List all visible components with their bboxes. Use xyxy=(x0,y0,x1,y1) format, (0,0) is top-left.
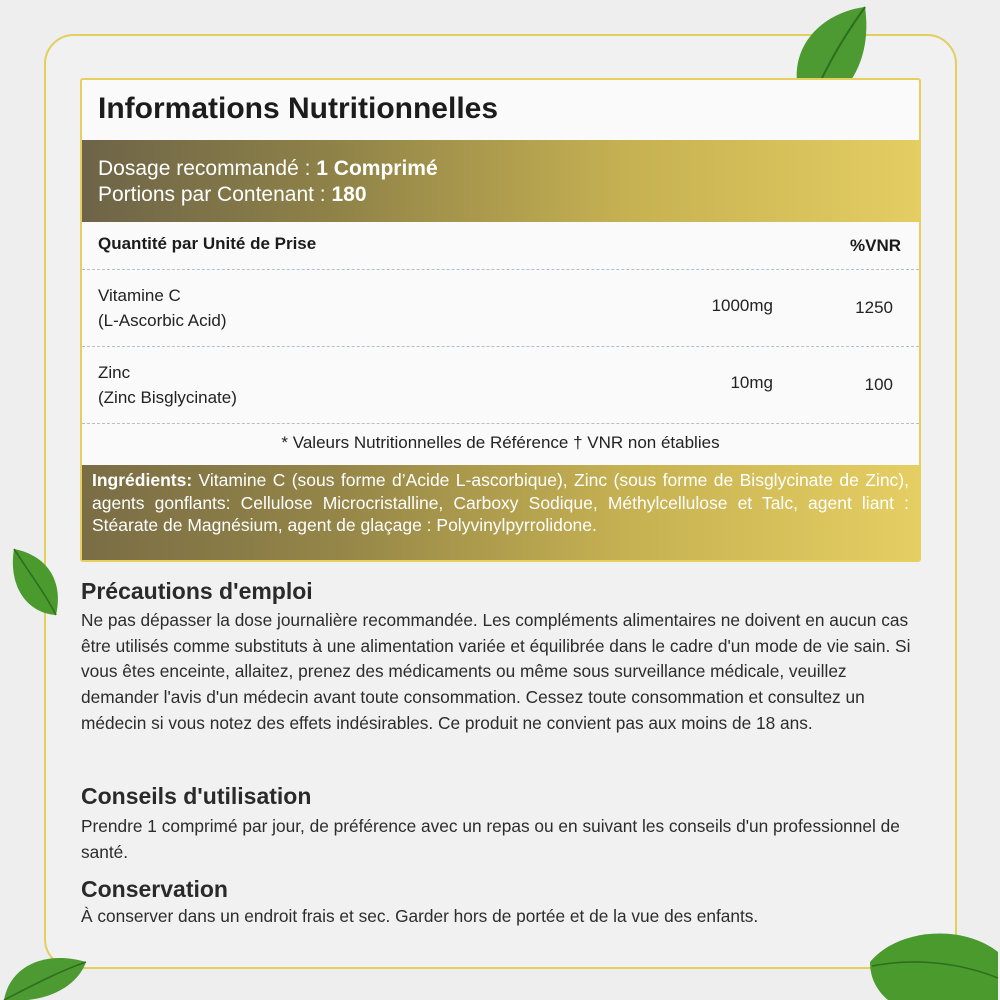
conseils-title: Conseils d'utilisation xyxy=(81,783,312,809)
nutrient-form: (L-Ascorbic Acid) xyxy=(98,311,227,330)
nutrient-form: (Zinc Bisglycinate) xyxy=(98,388,237,407)
nutrition-panel xyxy=(80,78,921,562)
ingredients-label: Ingrédients: xyxy=(92,470,193,490)
table-row xyxy=(82,270,919,347)
nutrient-amount: 1000mg xyxy=(711,296,773,315)
column-header-vnr: %VNR xyxy=(849,236,901,255)
leaf-icon xyxy=(6,545,66,620)
nutrient-vnr: 100 xyxy=(864,375,893,394)
nutrient-label: Zinc xyxy=(98,363,131,382)
dosage-label: Dosage recommandé : xyxy=(98,157,317,180)
portions-value: 180 xyxy=(331,183,367,206)
ingredients-text: Vitamine C (sous forme d’Acide L-ascorbique), Zinc (sous forme de Bisglycinate de Zinc), agents gonflants: Cellulose Microcristalline, Carboxy Sodique, Méthylcellulose et Talc, agent liant : Stéarate de Magnésium, agent de glaçage : Polyvinylpyrrolidone. xyxy=(92,470,909,535)
nutrient-name xyxy=(98,360,237,410)
portions-line xyxy=(98,182,903,208)
nutrient-label: Vitamine C xyxy=(98,286,181,305)
nutrient-name xyxy=(98,283,226,333)
column-header-quantity: Quantité par Unité de Prise xyxy=(98,234,317,253)
table-row xyxy=(82,347,919,424)
footnote: * Valeurs Nutritionnelles de Référence † VNR non établies xyxy=(281,433,720,452)
table-header xyxy=(82,222,919,270)
leaf-icon xyxy=(868,922,1000,1000)
dosage-line xyxy=(98,156,903,182)
conseils-text: Prendre 1 comprimé par jour, de préférence avec un repas ou en suivant les conseils d'un professionnel de santé. xyxy=(81,816,900,862)
nutrient-vnr: 1250 xyxy=(855,298,893,317)
nutrient-amount: 10mg xyxy=(730,373,773,392)
conservation-title: Conservation xyxy=(81,876,228,902)
conservation-text: À conserver dans un endroit frais et sec. Garder hors de portée et de la vue des enfants. xyxy=(81,906,759,926)
precautions-title: Précautions d'emploi xyxy=(81,578,313,604)
precautions-text: Ne pas dépasser la dose journalière recommandée. Les compléments alimentaires ne doivent en aucun cas être utilisés comme substituts à une alimentation variée et équilibrée dans le cadre d'un mode de vie sain. Si vous êtes enceinte, allaitez, prenez des médicaments ou même sous surveillance médicale, veuillez demander l'avis d'un médecin avant toute consommation. Cessez toute consommation et consultez un médecin si vous notez des effets indésirables. Ce produit ne convient pas aux moins de 18 ans. xyxy=(81,610,911,733)
dosage-value: 1 Comprimé xyxy=(316,157,438,180)
ingredients-band xyxy=(82,465,919,560)
portions-label: Portions par Contenant : xyxy=(98,183,332,206)
dosage-band xyxy=(82,140,919,222)
nutrition-title: Informations Nutritionnelles xyxy=(98,92,499,125)
leaf-icon xyxy=(0,946,90,1000)
